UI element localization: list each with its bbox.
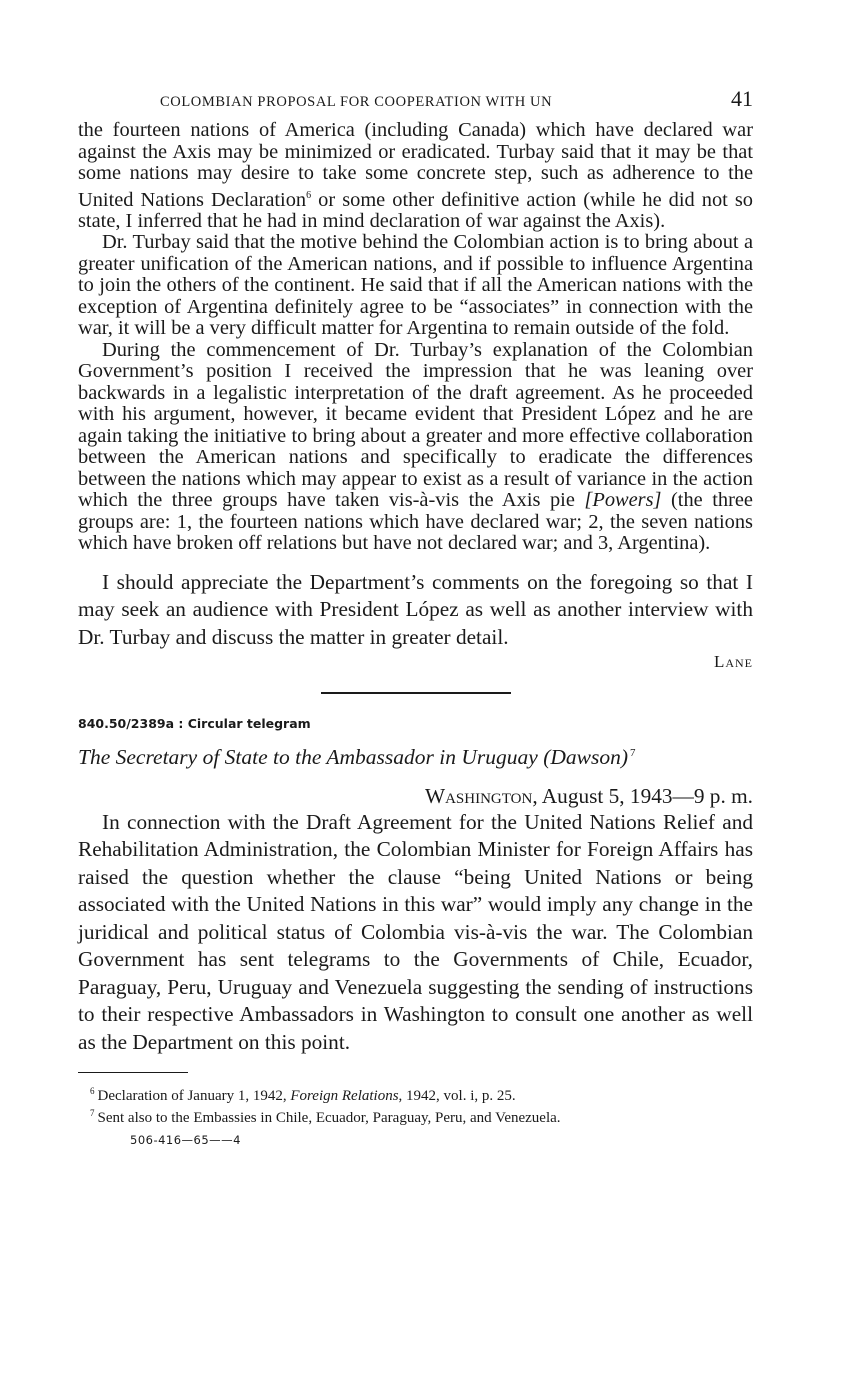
- document-title: [78, 745, 753, 770]
- paragraph-continued: [78, 120, 753, 232]
- dateline-place: Washington: [424, 783, 533, 808]
- footnote-italic: Foreign Relations: [290, 1088, 399, 1105]
- footnote-number: 7: [90, 1108, 95, 1119]
- print-code: 506-416—65——4: [130, 1133, 241, 1148]
- footnote: [90, 1105, 753, 1127]
- signature: Lane: [713, 652, 753, 672]
- dateline: [78, 784, 753, 809]
- file-reference: 840.50/2389a : Circular telegram: [78, 715, 311, 731]
- title-text: The Secretary of State to the Ambassador in Uruguay (Dawson): [78, 744, 628, 769]
- paragraph: I should appreciate the Department’s comments on the foregoing so that I may seek an audience with President López as well as another interview with Dr. Turbay and discuss the matter in greater detail.: [78, 569, 753, 649]
- document-page: [78, 86, 753, 1147]
- footnote-rule: [78, 1072, 188, 1073]
- footnote-reference[interactable]: 7: [630, 746, 636, 759]
- paragraph-text: (the three groups are: 1, the fourteen nations which have declared war; 2, the seven nations which have broken off relations but have not declared war; and 3, Argentina).: [78, 489, 753, 555]
- footnote-text: Sent also to the Embassies in Chile, Ecuador, Paraguay, Peru, and Venezuela.: [97, 1110, 561, 1127]
- running-head: COLOMBIAN PROPOSAL FOR COOPERATION WITH UN: [160, 94, 553, 110]
- paragraph-text: During the commencement of Dr. Turbay’s explanation of the Colombian Government’s position I received the impression that he was leaning over backwards in a legalistic interpretation of the draft agreement. As he proceeded with his argument, however, it became evident that President López and he are again taking the initiative to bring about a greater and more effective collaboration between the American nations and specifically to eradicate the differences between the nations which may appear to exist as a result of variance in the action which the three groups have taken vis-à-vis the Axis pie: [78, 338, 753, 512]
- paragraph-text: or some other definitive action (while he did not so state, I inferred that he had in mind declaration of war against the Axis).: [78, 188, 753, 232]
- footnotes: [78, 1083, 753, 1127]
- footnote-number: 6: [90, 1086, 95, 1097]
- paragraph: In connection with the Draft Agreement for the United Nations Relief and Rehabilitation Administration, the Colombian Minister for Foreign Affairs has raised the question whether the clause “being United Nations or being associated with the United Nations in this war” would imply any change in the juridical and political status of Colombia vis-à-vis the war. The Colombian Government has sent telegrams to the Governments of Chile, Ecuador, Paraguay, Peru, Uruguay and Venezuela suggesting the sending of instructions to their respective Ambassadors in Washington to consult one another as well as the Department on this point.: [78, 809, 753, 1054]
- paragraph: [78, 340, 753, 555]
- footnote-text: Declaration of January 1, 1942,: [97, 1088, 291, 1105]
- page-header: [78, 86, 753, 120]
- paragraph-text: the fourteen nations of America (including Canada) which have declared war against the Axis may be minimized or eradicated. Turbay said that it may be that some nations may desire to take some concrete step, such as adherence to the United Nations Declaration: [78, 119, 753, 211]
- footnote: [90, 1083, 753, 1105]
- footnote-text: , 1942, vol. i, p. 25.: [398, 1088, 516, 1105]
- page-number: 41: [731, 86, 753, 111]
- section-divider: [321, 692, 511, 694]
- editorial-insertion: [Powers]: [584, 489, 662, 512]
- dateline-date: , August 5, 1943—9 p. m.: [532, 783, 753, 808]
- paragraph: Dr. Turbay said that the motive behind the Colombian action is to bring about a greater unification of the American nations, and if possible to influence Argentina to join the others of the continent. He said that if all the American nations with the exception of Argentina definitely agree to be “associates” in connection with the war, it will be a very difficult matter for Argentina to remain outside of the fold.: [78, 231, 753, 340]
- footnote-reference[interactable]: 6: [306, 189, 312, 201]
